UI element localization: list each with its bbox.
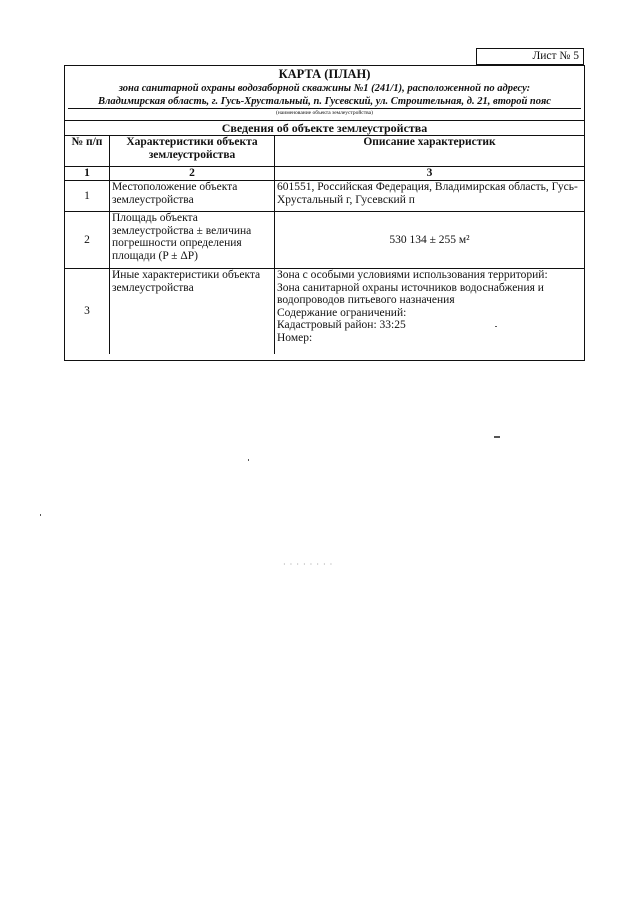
header-characteristic: Характеристики объекта землеустройства: [110, 136, 275, 167]
description-line: Номер:: [277, 331, 313, 344]
table-row: [65, 269, 584, 355]
column-number-1: 1: [65, 167, 110, 181]
title-block: [65, 66, 584, 121]
row-description: [275, 269, 585, 355]
table-row: [65, 212, 584, 269]
document-title: КАРТА (ПЛАН): [278, 67, 371, 81]
row-description: 601551, Российская Федерация, Владимирская область, Гусь-Хрустальный г, Гусевский п: [275, 181, 585, 212]
scan-speck: [248, 459, 249, 461]
header-description: Описание характеристик: [275, 136, 585, 167]
table-row: [65, 181, 584, 212]
column-number-2: 2: [110, 167, 275, 181]
row-characteristic: Площадь объекта землеустройства ± величина погрешности определения площади (P ± ΔP): [110, 212, 275, 269]
column-number-row: [65, 167, 584, 181]
description-line: Зона с особыми условиями использования территорий:: [277, 269, 548, 281]
description-line: Зона санитарной охраны источников водоснабжения и водопроводов питьевого назначения: [277, 281, 544, 306]
description-line: Кадастровый район: 33:25: [277, 319, 406, 331]
object-name-caption: (наименование объекта землеустройства): [276, 110, 373, 116]
row-characteristic: Местоположение объекта землеустройства: [110, 181, 275, 212]
row-description: 530 134 ± 255 м²: [275, 212, 585, 269]
document-subtitle-line1: зона санитарной охраны водозаборной скважины №1 (241/1), расположенной по адресу:: [118, 83, 531, 94]
scan-noise: · · · · · · · ·: [283, 560, 334, 569]
column-number-3: 3: [275, 167, 585, 181]
scan-speck: [495, 326, 497, 327]
row-number: 1: [65, 181, 110, 212]
table-header-row: [65, 136, 584, 167]
header-number: № п/п: [65, 136, 110, 167]
row-number: 2: [65, 212, 110, 269]
row-characteristic: Иные характеристики объекта землеустройства: [110, 269, 275, 355]
scan-speck: [40, 514, 41, 516]
description-line: Содержание ограничений:: [277, 306, 407, 319]
document-subtitle-line2: Владимирская область, г. Гусь-Хрустальный, п. Гусевский, ул. Строительная, д. 21, второй пояс: [98, 96, 551, 107]
document-frame: [64, 65, 585, 361]
section-title: Сведения об объекте землеустройства: [65, 120, 584, 136]
row-number: 3: [65, 269, 110, 355]
sheet-number-label: Лист № 5: [476, 48, 584, 65]
object-info-table: [65, 136, 584, 354]
scan-speck: [494, 436, 500, 438]
